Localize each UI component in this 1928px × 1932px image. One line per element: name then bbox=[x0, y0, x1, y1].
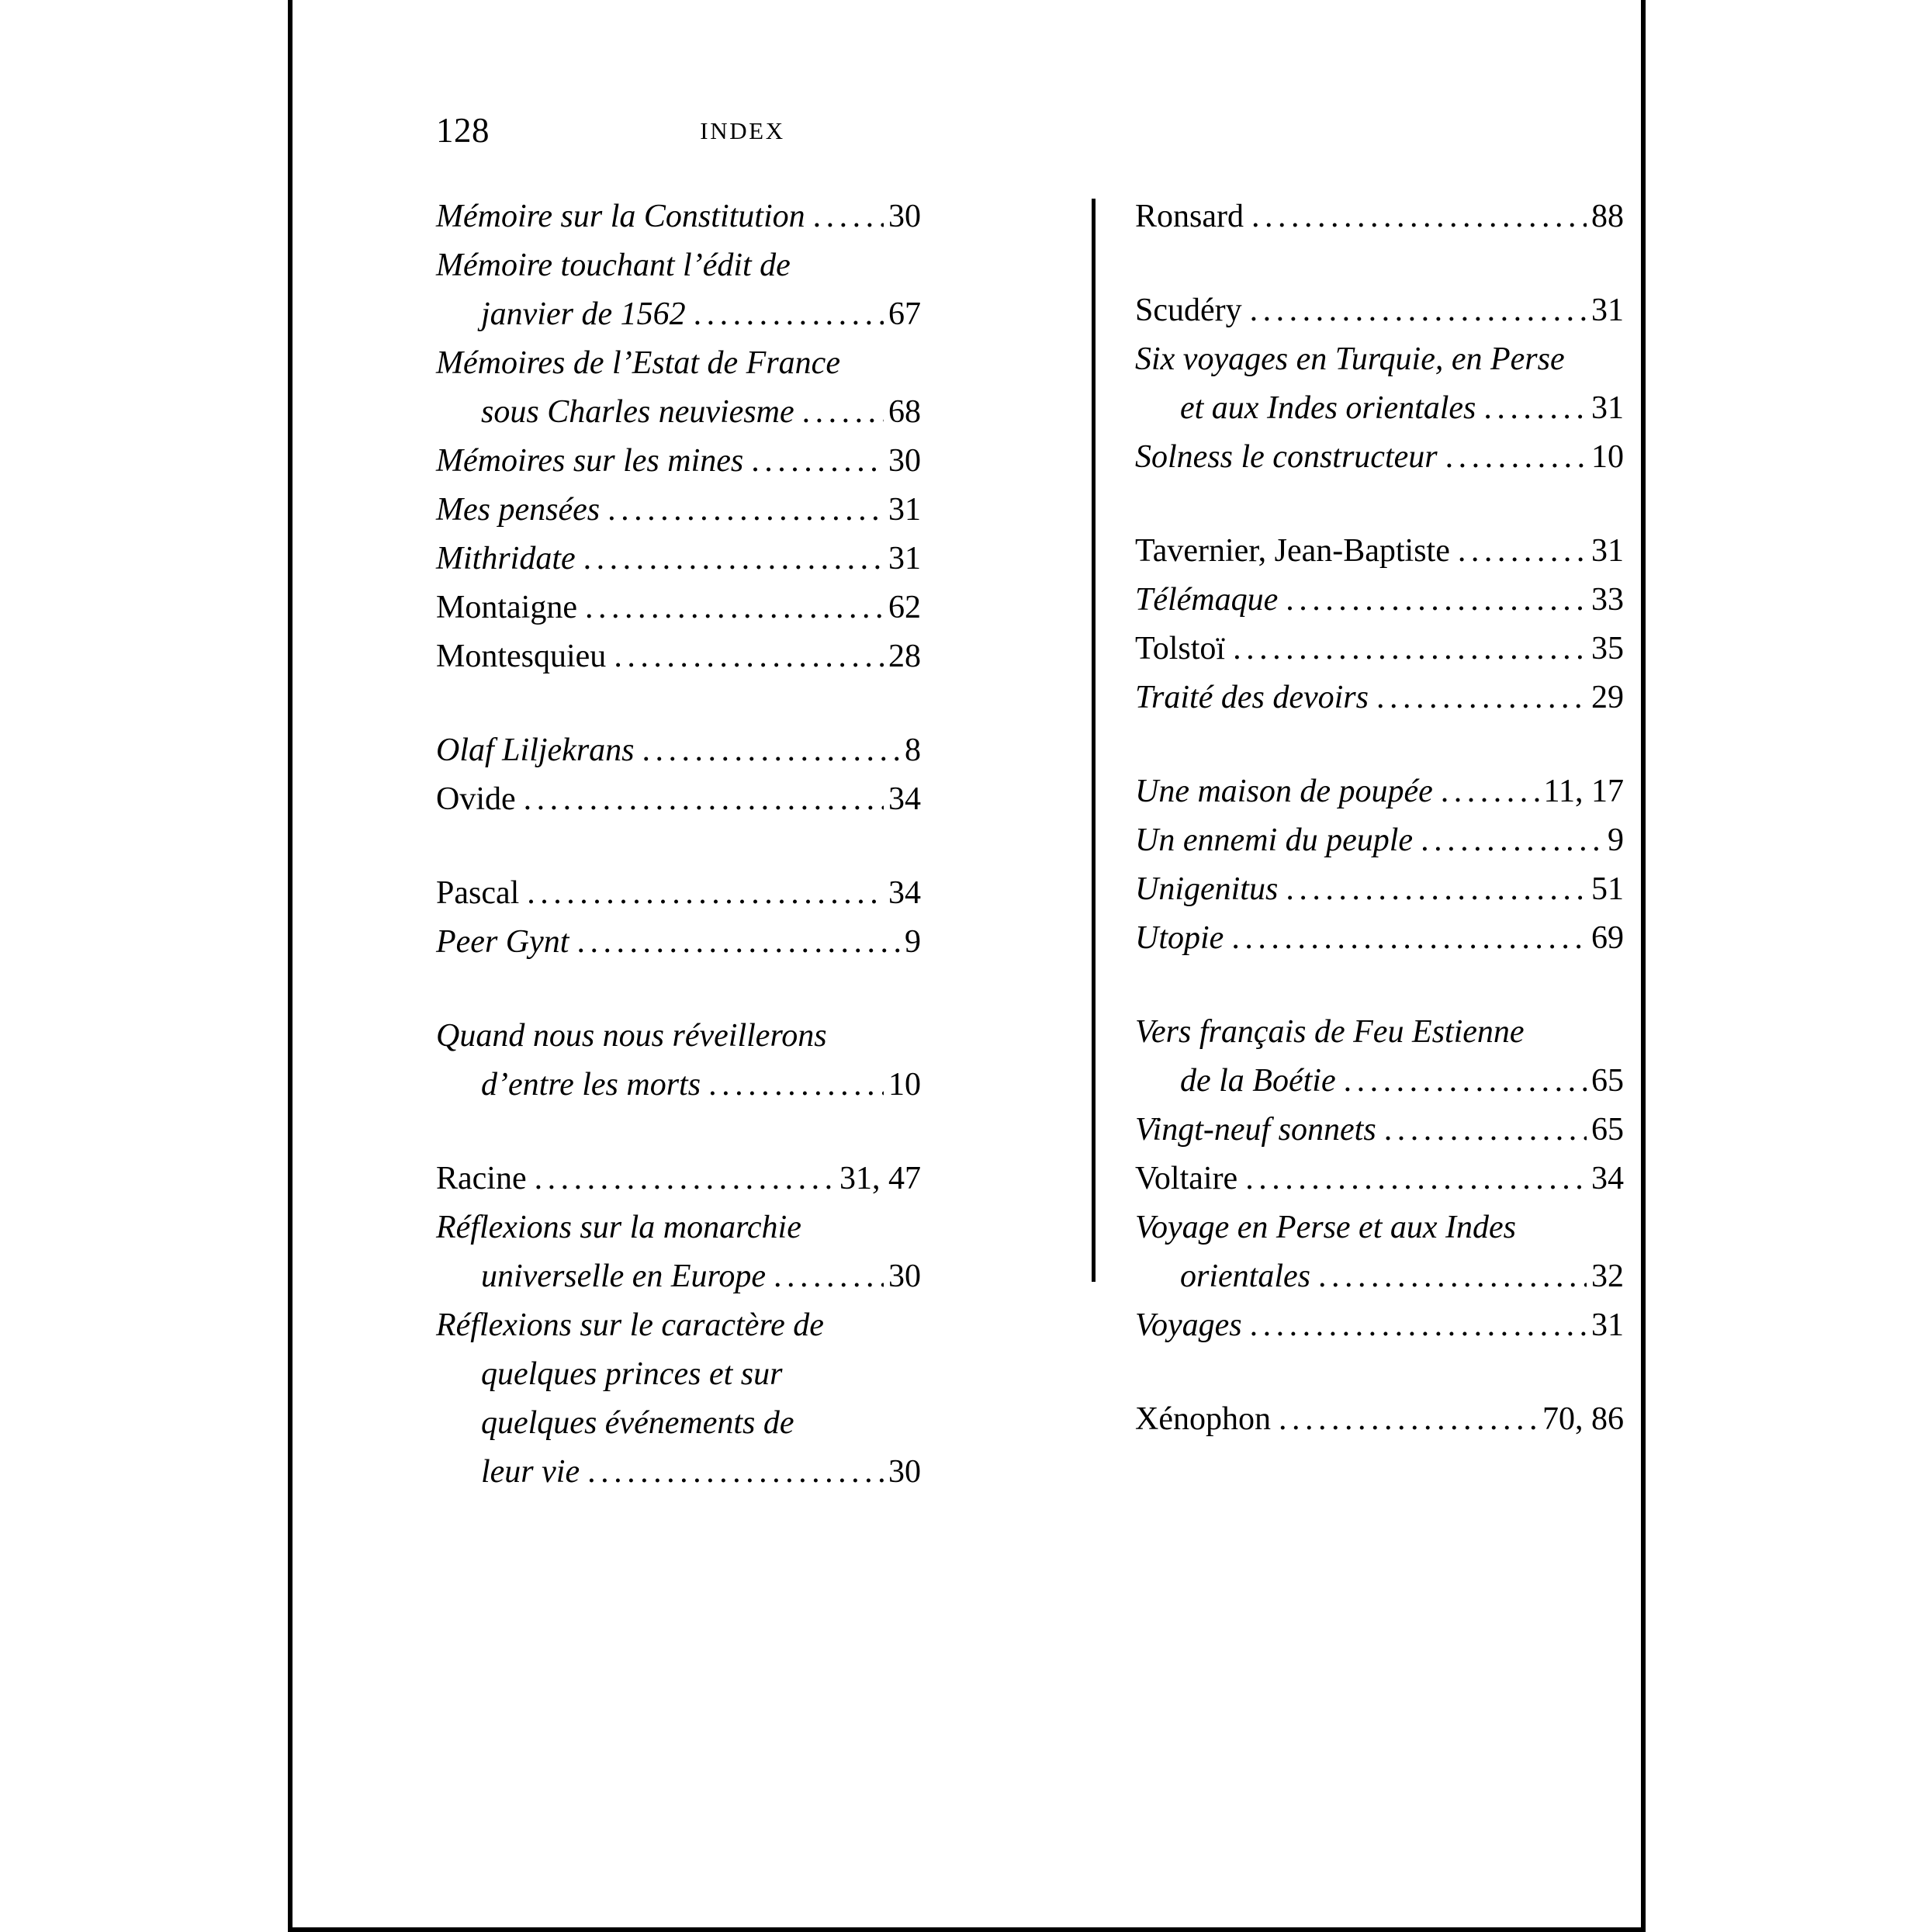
index-entry[interactable] bbox=[436, 775, 921, 824]
index-letter-group bbox=[1135, 192, 1624, 241]
index-entry[interactable] bbox=[436, 869, 921, 918]
index-entry-text: Peer Gynt bbox=[436, 924, 569, 960]
index-entry-last-line bbox=[1135, 192, 1624, 241]
index-entry-last-line bbox=[436, 388, 921, 437]
index-entry-last-line bbox=[1135, 576, 1624, 625]
index-entry-last-line bbox=[436, 1252, 921, 1301]
dot-leader bbox=[642, 726, 900, 775]
dot-leader bbox=[813, 192, 884, 241]
index-entry-last-line bbox=[1135, 1106, 1624, 1155]
index-entry-text: janvier de 1562 bbox=[481, 296, 686, 332]
index-entry-line bbox=[1135, 1008, 1624, 1057]
index-entry-text: Mémoire sur la Constitution bbox=[436, 199, 805, 234]
index-entry-last-line bbox=[1135, 1301, 1624, 1350]
index-entry[interactable] bbox=[436, 726, 921, 775]
index-entry-line bbox=[436, 1350, 921, 1399]
index-entry-text: Mémoires de l’Estat de France bbox=[436, 345, 840, 381]
index-entry-last-line bbox=[436, 869, 921, 918]
index-column-right bbox=[1135, 192, 1624, 1444]
index-entry-page-number: 31 bbox=[888, 492, 921, 528]
index-entry-last-line bbox=[436, 535, 921, 583]
dot-leader bbox=[527, 869, 884, 918]
index-entry-text: Olaf Liljekrans bbox=[436, 732, 635, 768]
dot-leader bbox=[1286, 865, 1587, 914]
index-entry-page-number: 35 bbox=[1591, 631, 1624, 667]
index-entry-page-number: 65 bbox=[1591, 1112, 1624, 1148]
index-entry-text: Unigenitus bbox=[1135, 871, 1279, 907]
index-entry-last-line bbox=[436, 1061, 921, 1110]
index-entry-text: Ovide bbox=[436, 781, 516, 817]
dot-leader bbox=[1344, 1057, 1587, 1106]
index-entry-page-number: 51 bbox=[1591, 871, 1624, 907]
index-entry-page-number: 10 bbox=[888, 1067, 921, 1103]
index-letter-group bbox=[1135, 1008, 1624, 1350]
dot-leader bbox=[524, 775, 884, 824]
index-entry[interactable] bbox=[1135, 1008, 1624, 1106]
index-entry-page-number: 88 bbox=[1591, 199, 1624, 234]
dot-leader bbox=[607, 486, 884, 535]
index-entry[interactable] bbox=[1135, 914, 1624, 963]
index-entry-text: Tavernier, Jean-Baptiste bbox=[1135, 533, 1450, 569]
index-letter-group bbox=[1135, 767, 1624, 963]
index-entry[interactable] bbox=[436, 918, 921, 967]
index-entry-page-number: 31, 47 bbox=[839, 1161, 921, 1196]
index-entry-line bbox=[436, 1399, 921, 1448]
index-entry-last-line bbox=[436, 918, 921, 967]
index-entry-last-line bbox=[1135, 1155, 1624, 1203]
index-entry-line bbox=[1135, 1203, 1624, 1252]
index-letter-group bbox=[436, 192, 921, 681]
dot-leader bbox=[1251, 192, 1587, 241]
index-entry-text: d’entre les morts bbox=[481, 1067, 701, 1103]
index-entry[interactable] bbox=[1135, 1155, 1624, 1203]
index-entry-text: Scudéry bbox=[1135, 293, 1242, 328]
dot-leader bbox=[1245, 1155, 1587, 1203]
dot-leader bbox=[585, 583, 884, 632]
index-entry-page-number: 9 bbox=[1608, 822, 1624, 858]
index-entry[interactable] bbox=[1135, 433, 1624, 482]
index-entry-text: Mithridate bbox=[436, 541, 576, 576]
dot-leader bbox=[1231, 914, 1587, 963]
column-divider-rule bbox=[1092, 199, 1096, 1282]
index-entry-page-number: 68 bbox=[888, 394, 921, 430]
index-entry-page-number: 11, 17 bbox=[1543, 774, 1624, 809]
index-entry-text: Mémoires sur les mines bbox=[436, 443, 744, 479]
index-entry-page-number: 32 bbox=[1591, 1259, 1624, 1294]
dot-leader bbox=[1233, 625, 1587, 673]
index-entry[interactable] bbox=[436, 437, 921, 486]
index-entry-page-number: 70, 86 bbox=[1542, 1401, 1624, 1437]
index-entry-page-number: 65 bbox=[1591, 1063, 1624, 1099]
dot-leader bbox=[1250, 1301, 1587, 1350]
index-entry[interactable] bbox=[1135, 1106, 1624, 1155]
index-entry-text: Xénophon bbox=[1135, 1401, 1271, 1437]
index-entry-text: Montesquieu bbox=[436, 639, 607, 674]
index-entry[interactable] bbox=[1135, 576, 1624, 625]
index-entry[interactable] bbox=[436, 535, 921, 583]
index-entry-text: Voyages bbox=[1135, 1307, 1242, 1343]
dot-leader bbox=[1421, 816, 1603, 865]
index-entry-last-line bbox=[1135, 1057, 1624, 1106]
index-entry[interactable] bbox=[1135, 1301, 1624, 1350]
index-entry-text: Télémaque bbox=[1135, 582, 1279, 618]
index-entry-text: Utopie bbox=[1135, 920, 1224, 956]
index-entry-text: Tolstoï bbox=[1135, 631, 1226, 667]
dot-leader bbox=[614, 632, 884, 681]
index-entry[interactable] bbox=[1135, 673, 1624, 722]
dot-leader bbox=[576, 918, 900, 967]
index-entry-page-number: 30 bbox=[888, 199, 921, 234]
index-entry[interactable] bbox=[436, 339, 921, 437]
index-entry-text: Traité des devoirs bbox=[1135, 680, 1369, 715]
index-entry-last-line bbox=[436, 632, 921, 681]
index-entry-page-number: 8 bbox=[905, 732, 921, 768]
index-entry[interactable] bbox=[436, 1203, 921, 1301]
index-entry[interactable] bbox=[1135, 865, 1624, 914]
dot-leader bbox=[1441, 767, 1539, 816]
index-entry-last-line bbox=[1135, 1252, 1624, 1301]
index-entry-text: Une maison de poupée bbox=[1135, 774, 1433, 809]
running-head bbox=[436, 110, 1499, 151]
index-entry[interactable] bbox=[436, 1012, 921, 1110]
page-sheet bbox=[288, 0, 1646, 1932]
running-head-title: INDEX bbox=[700, 117, 785, 144]
index-entry-text: Voltaire bbox=[1135, 1161, 1238, 1196]
dot-leader bbox=[587, 1448, 884, 1497]
index-letter-group bbox=[436, 1012, 921, 1110]
index-entry-text: Vingt-neuf sonnets bbox=[1135, 1112, 1376, 1148]
index-entry-last-line bbox=[436, 1448, 921, 1497]
index-entry-text: quelques princes et sur bbox=[481, 1356, 783, 1392]
index-entry-text: et aux Indes orientales bbox=[1180, 390, 1476, 426]
index-entry-page-number: 34 bbox=[1591, 1161, 1624, 1196]
index-entry[interactable] bbox=[436, 486, 921, 535]
index-entry-last-line bbox=[436, 437, 921, 486]
index-entry-last-line bbox=[1135, 865, 1624, 914]
index-column-left bbox=[436, 192, 921, 1497]
index-entry-last-line bbox=[1135, 816, 1624, 865]
index-entry-text: Solness le constructeur bbox=[1135, 439, 1438, 475]
dot-leader bbox=[1458, 527, 1587, 576]
index-entry-page-number: 31 bbox=[1591, 533, 1624, 569]
index-entry-text: sous Charles neuviesme bbox=[481, 394, 794, 430]
index-entry-text: Un ennemi du peuple bbox=[1135, 822, 1414, 858]
dot-leader bbox=[1279, 1395, 1538, 1444]
index-entry-line bbox=[436, 1012, 921, 1061]
dot-leader bbox=[708, 1061, 884, 1110]
dot-leader bbox=[535, 1155, 835, 1203]
index-entry-line bbox=[436, 339, 921, 388]
index-entry-page-number: 9 bbox=[905, 924, 921, 960]
index-entry-last-line bbox=[1135, 767, 1624, 816]
index-entry[interactable] bbox=[436, 583, 921, 632]
index-entry-page-number: 34 bbox=[888, 875, 921, 911]
dot-leader bbox=[583, 535, 884, 583]
index-entry-last-line bbox=[1135, 914, 1624, 963]
index-entry-last-line bbox=[436, 486, 921, 535]
dot-leader bbox=[751, 437, 884, 486]
index-entry-text: Mémoire touchant l’édit de bbox=[436, 248, 791, 283]
index-entry-text: Réflexions sur le caractère de bbox=[436, 1307, 824, 1343]
index-entry-line bbox=[436, 1301, 921, 1350]
index-letter-group bbox=[1135, 286, 1624, 482]
index-entry[interactable] bbox=[1135, 335, 1624, 433]
index-entry[interactable] bbox=[1135, 286, 1624, 335]
index-entry-page-number: 31 bbox=[1591, 1307, 1624, 1343]
index-entry-page-number: 28 bbox=[888, 639, 921, 674]
index-entry-text: Six voyages en Turquie, en Perse bbox=[1135, 341, 1565, 377]
index-letter-group bbox=[1135, 527, 1624, 722]
index-entry-last-line bbox=[436, 775, 921, 824]
index-entry-text: universelle en Europe bbox=[481, 1259, 766, 1294]
index-entry-page-number: 31 bbox=[888, 541, 921, 576]
index-entry-page-number: 29 bbox=[1591, 680, 1624, 715]
index-entry-text: Pascal bbox=[436, 875, 520, 911]
index-entry[interactable] bbox=[436, 1301, 921, 1497]
folio-number: 128 bbox=[436, 111, 490, 150]
index-entry-page-number: 31 bbox=[1591, 390, 1624, 426]
dot-leader bbox=[1250, 286, 1587, 335]
index-entry[interactable] bbox=[1135, 816, 1624, 865]
index-entry-page-number: 67 bbox=[888, 296, 921, 332]
index-entry-line bbox=[1135, 335, 1624, 384]
index-entry[interactable] bbox=[1135, 527, 1624, 576]
index-letter-group bbox=[436, 726, 921, 824]
index-entry-page-number: 33 bbox=[1591, 582, 1624, 618]
index-entry-text: leur vie bbox=[481, 1454, 580, 1490]
index-entry-page-number: 10 bbox=[1591, 439, 1624, 475]
index-entry-page-number: 30 bbox=[888, 443, 921, 479]
index-letter-group bbox=[436, 1155, 921, 1497]
index-entry-text: quelques événements de bbox=[481, 1405, 794, 1441]
index-entry-last-line bbox=[1135, 527, 1624, 576]
index-entry-last-line bbox=[436, 583, 921, 632]
index-entry-text: Vers français de Feu Estienne bbox=[1135, 1014, 1525, 1050]
index-entry-last-line bbox=[436, 290, 921, 339]
index-entry-last-line bbox=[1135, 673, 1624, 722]
index-entry-line bbox=[436, 241, 921, 290]
index-entry[interactable] bbox=[436, 1155, 921, 1203]
dot-leader bbox=[802, 388, 884, 437]
index-entry-text: orientales bbox=[1180, 1259, 1310, 1294]
index-entry-page-number: 30 bbox=[888, 1259, 921, 1294]
dot-leader bbox=[1445, 433, 1587, 482]
index-entry[interactable] bbox=[1135, 625, 1624, 673]
index-entry-page-number: 30 bbox=[888, 1454, 921, 1490]
index-letter-group bbox=[1135, 1395, 1624, 1444]
index-entry-last-line bbox=[436, 192, 921, 241]
index-entry-page-number: 69 bbox=[1591, 920, 1624, 956]
index-entry-text: Racine bbox=[436, 1161, 527, 1196]
index-entry-text: Voyage en Perse et aux Indes bbox=[1135, 1210, 1516, 1245]
index-entry-last-line bbox=[1135, 433, 1624, 482]
dot-leader bbox=[1286, 576, 1587, 625]
index-entry-page-number: 31 bbox=[1591, 293, 1624, 328]
dot-leader bbox=[694, 290, 884, 339]
index-entry-text: Quand nous nous réveillerons bbox=[436, 1018, 827, 1054]
index-entry-text: de la Boétie bbox=[1180, 1063, 1336, 1099]
index-entry-last-line bbox=[1135, 625, 1624, 673]
index-entry-last-line bbox=[436, 726, 921, 775]
index-entry-text: Montaigne bbox=[436, 590, 577, 625]
index-entry[interactable] bbox=[436, 632, 921, 681]
index-entry[interactable] bbox=[1135, 767, 1624, 816]
index-entry-page-number: 34 bbox=[888, 781, 921, 817]
index-entry-page-number: 62 bbox=[888, 590, 921, 625]
index-entry[interactable] bbox=[1135, 192, 1624, 241]
dot-leader bbox=[1384, 1106, 1587, 1155]
index-entry-text: Ronsard bbox=[1135, 199, 1244, 234]
index-entry[interactable] bbox=[1135, 1203, 1624, 1301]
index-entry-line bbox=[436, 1203, 921, 1252]
index-entry-last-line bbox=[436, 1155, 921, 1203]
index-entry-text: Réflexions sur la monarchie bbox=[436, 1210, 801, 1245]
dot-leader bbox=[1318, 1252, 1587, 1301]
index-entry[interactable] bbox=[436, 241, 921, 339]
index-entry-last-line bbox=[1135, 384, 1624, 433]
index-entry[interactable] bbox=[1135, 1395, 1624, 1444]
dot-leader bbox=[1376, 673, 1587, 722]
index-entry-last-line bbox=[1135, 1395, 1624, 1444]
index-entry-text: Mes pensées bbox=[436, 492, 601, 528]
index-letter-group bbox=[436, 869, 921, 967]
dot-leader bbox=[1483, 384, 1587, 433]
index-entry-last-line bbox=[1135, 286, 1624, 335]
index-entry[interactable] bbox=[436, 192, 921, 241]
dot-leader bbox=[774, 1252, 884, 1301]
